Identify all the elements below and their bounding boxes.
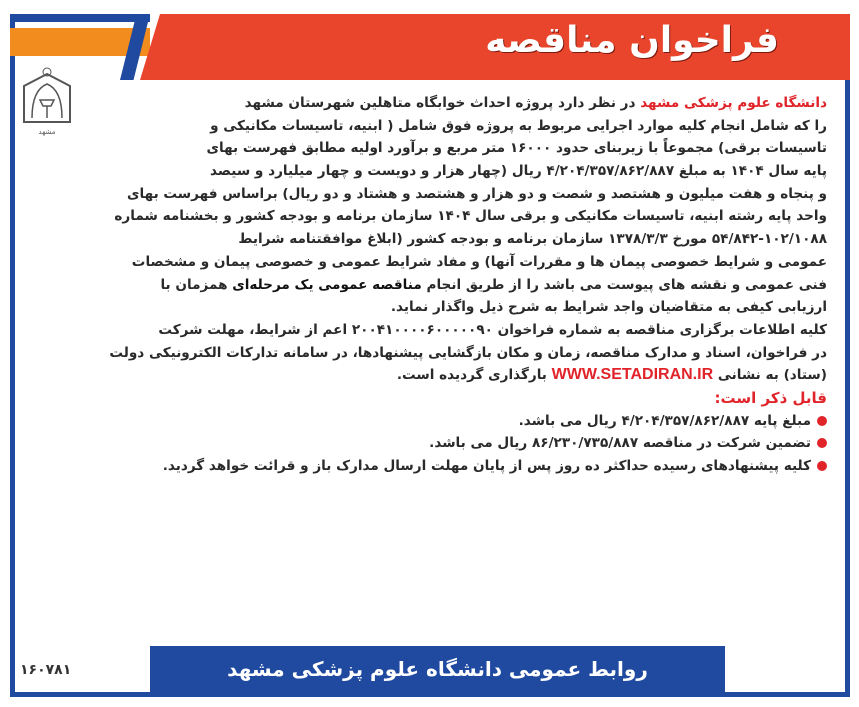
body-line: پایه سال ۱۴۰۴ به مبلغ ۴/۲۰۴/۳۵۷/۸۶۲/۸۸۷ ریال (چهار هزار و دویست و چهار میلیارد و سیصد	[210, 163, 827, 180]
note-text: کلیه پیشنهادهای رسیده حداکثر ده روز پس از پایان مهلت ارسال مدارک باز و قرائت خواهد گردید.	[162, 458, 811, 474]
body-line	[17, 364, 827, 387]
footer-publisher: روابط عمومی دانشگاه علوم پزشکی مشهد	[150, 646, 725, 692]
body-line: ارزیابی کیفی به متقاضیان واجد شرایط به شرح ذیل واگذار نماید.	[390, 299, 827, 316]
body-line: را که شامل انجام کلیه موارد اجرایی مربوط به پروژه فوق شامل ( ابنیه، تاسیسات مکانیکی و	[210, 117, 827, 134]
decor-stripe	[10, 14, 150, 22]
svg-text:مشهد: مشهد	[38, 128, 56, 136]
body-text: در نظر دارد پروژه احداث خوابگاه متاهلین شهرستان مشهد	[244, 95, 641, 111]
org-name: دانشگاه علوم پزشکی مشهد	[640, 95, 827, 111]
body-line: واحد پایه رشته ابنیه، تاسیسات مکانیکی و برقی سال ۱۴۰۴ سازمان برنامه و بودجه کشور و بخشنامه شماره	[114, 208, 827, 225]
body-text: (ستاد) به نشانی	[713, 367, 827, 384]
bullet-icon	[817, 461, 827, 471]
body-line: ۵۴/۸۴۲-۱۰۲/۱۰۸۸ مورخ ۱۳۷۸/۳/۳ سازمان برنامه و بودجه کشور (ابلاغ موافقتنامه شرایط	[238, 231, 827, 248]
body-line: کلیه اطلاعات برگزاری مناقصه به شماره فراخوان ۲۰۰۴۱۰۰۰۰۶۰۰۰۰۰۹۰ اعم از شرایط، مهلت شرکت	[158, 321, 827, 338]
note-item	[17, 432, 827, 455]
body-line: عمومی و شرایط خصوصی پیمان ها و مقررات آنها) و مفاد شرایط عمومی و خصوصی پیمان و مشخصات	[131, 253, 827, 270]
bullet-icon	[817, 416, 827, 426]
note-item	[17, 410, 827, 433]
body-line: در فراخوان، اسناد و مدارک مناقصه، زمان و مکان بازگشایی پیشنهادها، در سامانه تدارکات الکترونیکی دولت	[109, 344, 827, 361]
body-line: تاسیسات برقی) مجموعاً با زیربنای حدود ۱۶۰۰۰ متر مربع و برآورد اولیه مطابق فهرست بهای	[206, 140, 827, 157]
bullet-icon	[817, 438, 827, 448]
page-title: فراخوان مناقصه	[485, 20, 779, 61]
body-text: بارگذاری گردیده است.	[396, 367, 552, 384]
note-item	[17, 455, 827, 478]
tender-type: مناقصه عمومی یک مرحله‌ای	[232, 276, 422, 293]
body-text: همزمان با	[160, 276, 233, 293]
body-line	[17, 274, 827, 297]
note-text: تضمین شرکت در مناقصه ۸۶/۲۳۰/۷۳۵/۸۸۷ ریال می باشد.	[429, 435, 811, 452]
note-text: مبلغ پایه ۴/۲۰۴/۳۵۷/۸۶۲/۸۸۷ ریال می باشد.	[518, 412, 811, 429]
body-line	[97, 92, 827, 115]
setadiran-link[interactable]: WWW.SETADIRAN.IR	[551, 366, 714, 384]
ad-code: ۱۶۰۷۸۱	[20, 662, 72, 678]
tender-body	[17, 92, 827, 478]
notes-title: قابل ذکر است:	[714, 388, 827, 407]
body-line: و پنجاه و هفت میلیون و هشتصد و شصت و دو هزار و هشتصد و هشتاد و دو ریال) براساس فهرست بهای	[127, 185, 827, 202]
body-text: فنی عمومی و نقشه های پیوست می باشد را از طریق انجام	[421, 276, 827, 293]
